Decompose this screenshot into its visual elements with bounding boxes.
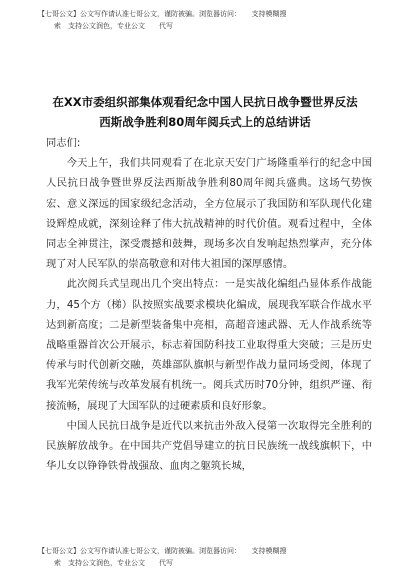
paragraph-3: 中国人民抗日战争是近代以来抗击外敌入侵第一次取得完全胜利的民族解放战争。在中国共产党倡导建立的抗日民族统一战线旗帜下，中华儿女以铮铮铁骨战强敌、血肉之躯筑长城， — [46, 419, 372, 473]
title-line-1: 在XX市委组织部集体观看纪念中国人民抗日战争暨世界反法 — [52, 95, 358, 109]
header-line-2: 索 支持公文润色，专业公文 代写 — [54, 22, 173, 30]
header-line-1: 【七哥公文】公文写作请认准七哥公文，谨防被骗。浏览器访问： 支持模糊搜 — [38, 10, 287, 18]
footer-line-2: 索 支持公文润色，专业公文 代写 — [54, 559, 173, 567]
salutation: 同志们: — [46, 137, 81, 149]
title-line-2: 西斯战争胜利80周年阅兵式上的总结讲话 — [99, 115, 311, 129]
paragraph-2: 此次阅兵式呈现出几个突出特点：一是实战化编组凸显体系作战能力，45个方（梯）队按照实战要求模块化编成，展现我军联合作战水平达到新高度；二是新型装备集中亮相，高超音速武器、无人作战系统等战略重器首次公开展示，标志着国防科技工业取得重大突破；三是历史传承与时代创新交融，英雄部队旗帜与新型作战力量同场受阅，体现了我军光荣传统与改革发展有机统一。阅兵式历时70分钟，组织严谨、衔接流畅，展现了大国军队的过硬素质和良好形象。 — [46, 278, 372, 412]
footer-banner — [38, 545, 378, 569]
header-banner — [38, 8, 378, 32]
footer-line-1: 【七哥公文】公文写作请认准七哥公文，谨防被骗。浏览器访问： 支持模糊搜 — [38, 547, 287, 555]
document-title — [0, 92, 410, 132]
paragraph-1: 今天上午，我们共同观看了在北京天安门广场隆重举行的纪念中国人民抗日战争暨世界反法西斯战争胜利80周年阅兵盛典。这场气势恢宏、意义深远的国家级纪念活动，全方位展示了我国防和军队现代化建设辉煌成就，深刻诠释了伟大抗战精神的时代价值。观看过程中，全体同志全神贯注，深受震撼和鼓舞，现场多次自发响起热烈掌声，充分体现了对人民军队的崇高敬意和对伟大祖国的深厚感情。 — [46, 157, 372, 271]
document-body — [46, 133, 372, 476]
